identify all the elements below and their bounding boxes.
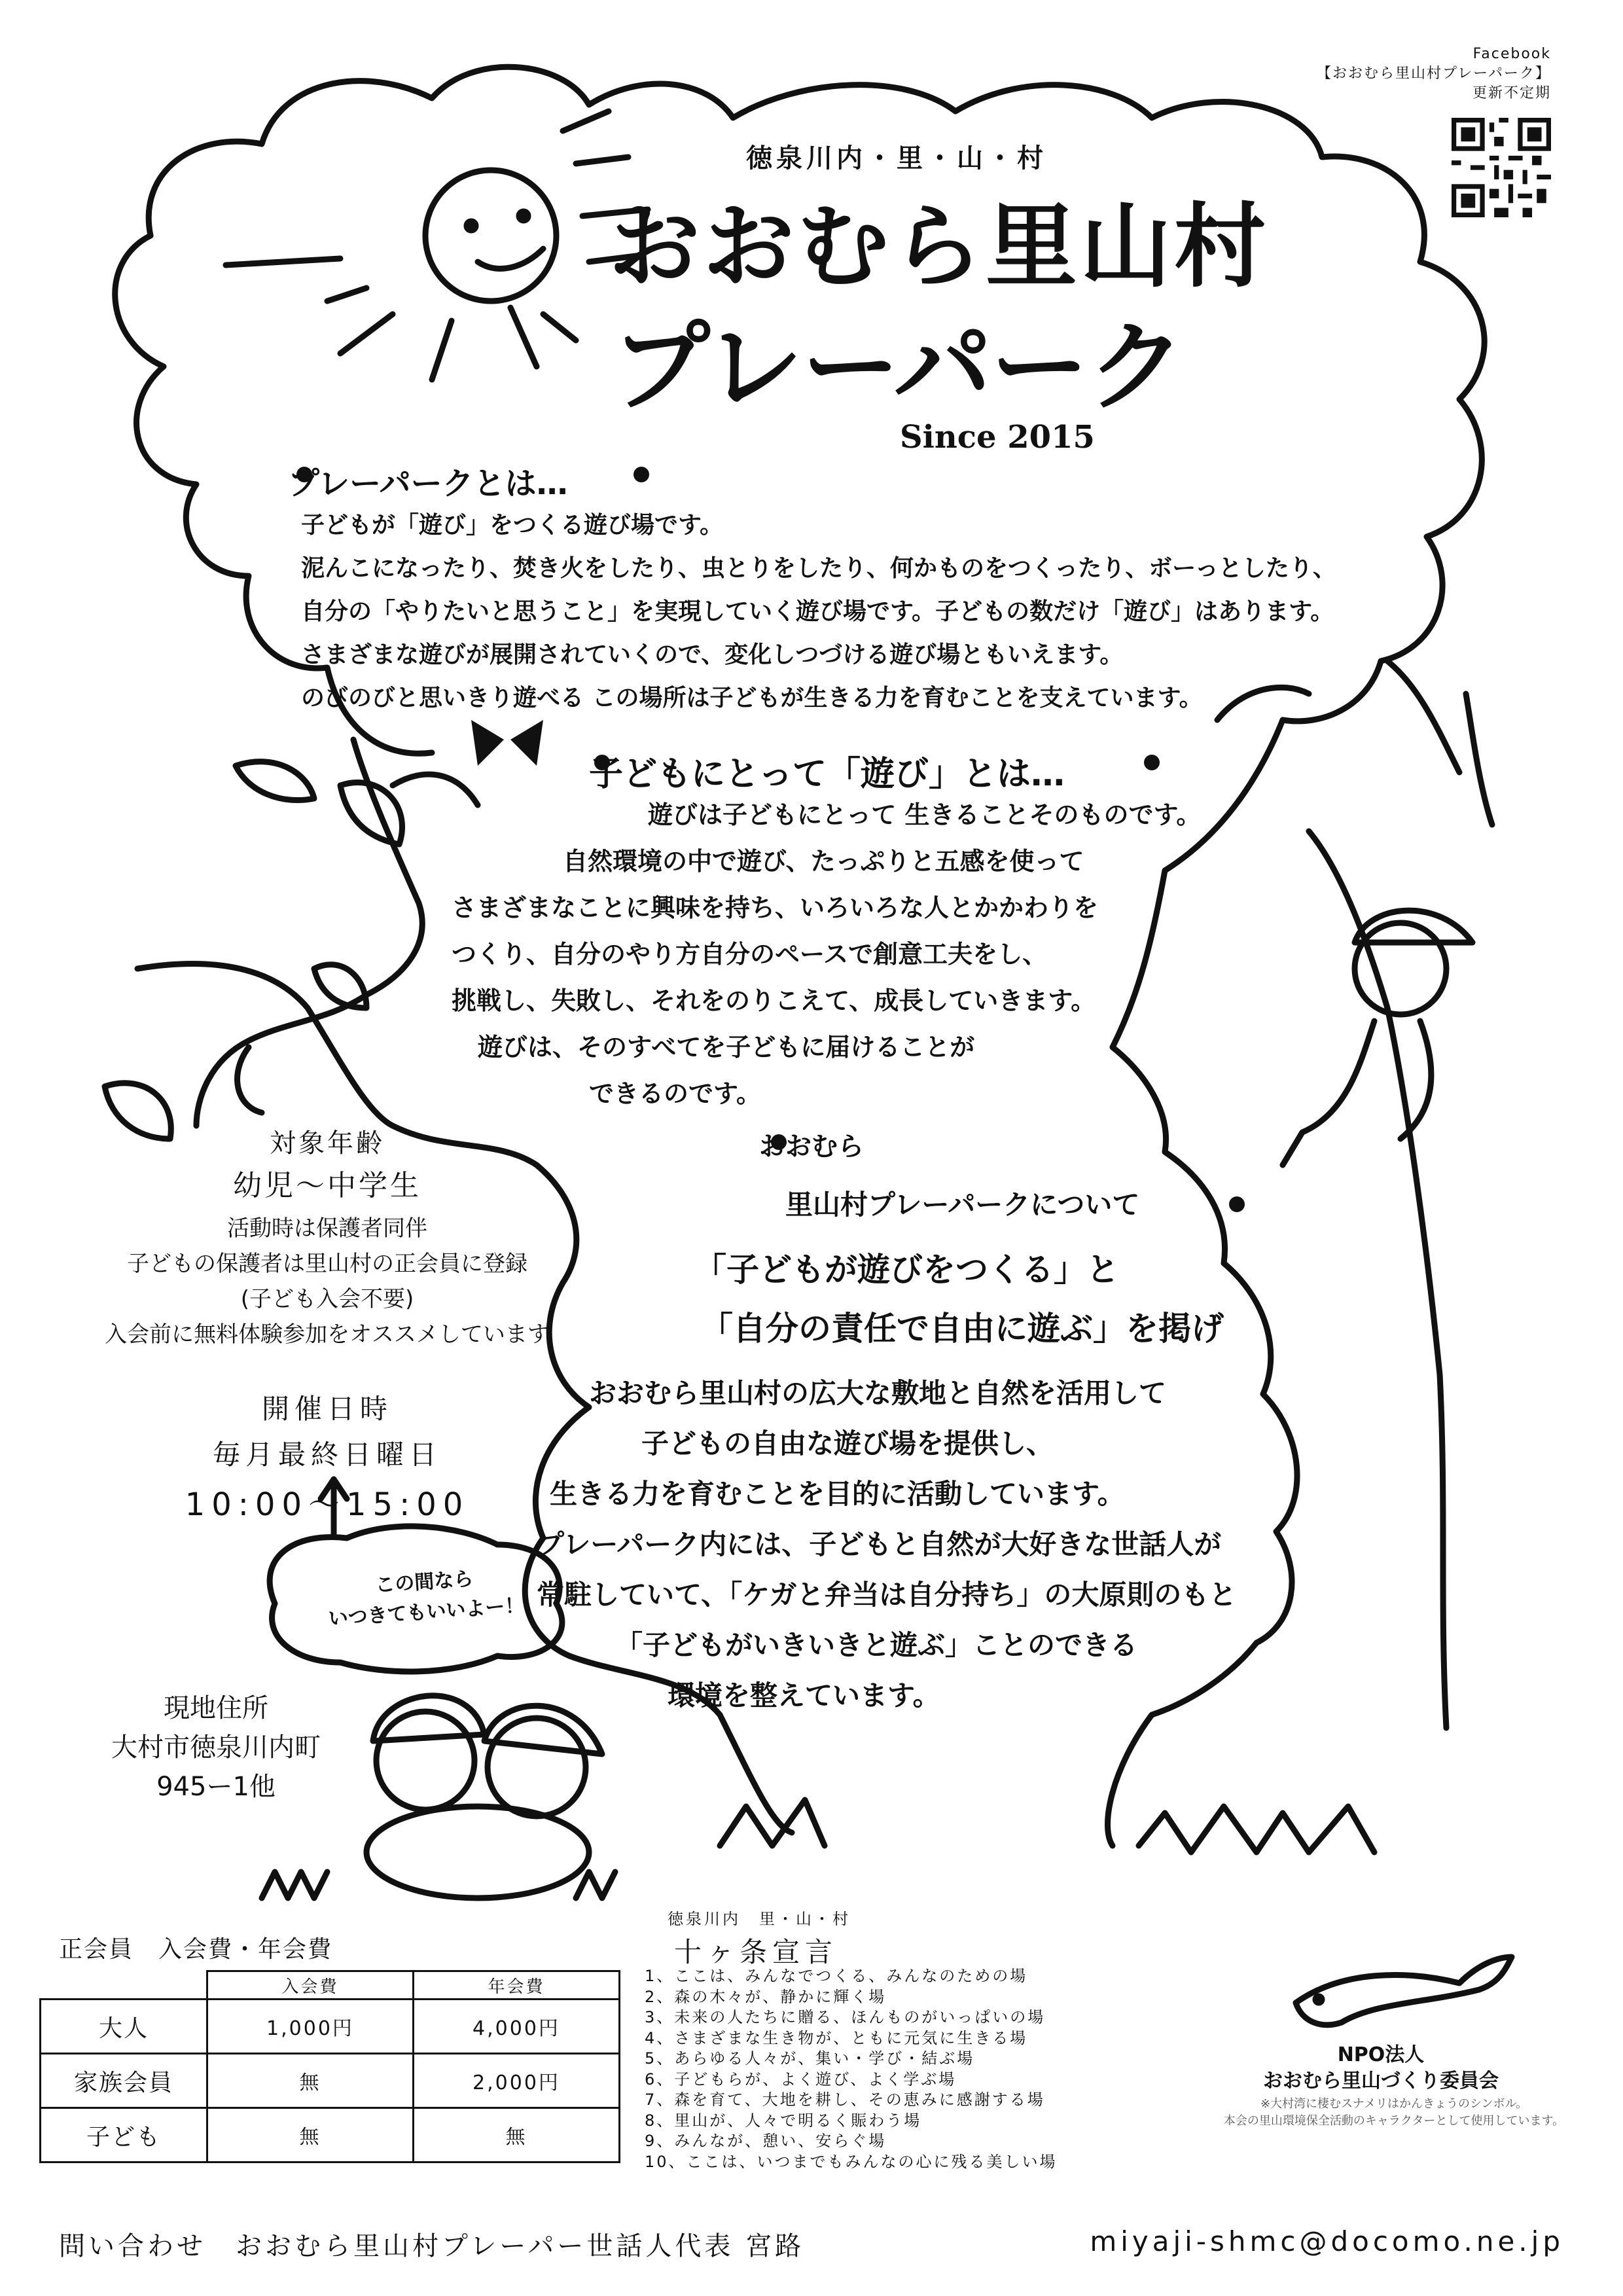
about-heading-2: 里山村プレーパークについて [785, 1189, 1140, 1221]
play-line: 遊びは、そのすべてを子どもに届けることが [478, 1033, 975, 1062]
list-item: 2、森の木々が、静かに輝く場 [645, 1987, 887, 2006]
play-line: 挑戦し、失敗し、それをのりこえて、成長していきます。 [452, 986, 1096, 1015]
fee-col-annual: 年会費 [414, 1971, 620, 2000]
fee-row-label: 子ども [41, 2108, 207, 2162]
address-heading: 現地住所 [164, 1693, 268, 1723]
qr-code[interactable] [1452, 118, 1551, 217]
list-item: 9、みんなが、憩い、安らぐ場 [645, 2132, 887, 2150]
about-body [537, 1368, 1236, 1721]
npo-note-line: ※大村湾に棲むスナメリはかんきょうのシンボル。 [1260, 2097, 1528, 2111]
child-right-face [488, 1718, 586, 1816]
about-line: 常駐していて、「ケガと弁当は自分持ち」の大原則のもと [537, 1579, 1237, 1611]
table-cell [41, 1971, 207, 2000]
about-quote-1: 「子どもが遊びをつくる」と [694, 1251, 1119, 1289]
play-line: 自然環境の中で遊び、たっぷりと五感を使って [563, 847, 1084, 876]
list-item: 3、未来の人たちに贈る、ほんものがいっぱいの場 [645, 2008, 1046, 2026]
npo-line: NPO法人 [1337, 2043, 1425, 2066]
page-title-line2: プレーパーク [612, 311, 1185, 425]
about-line: 「子どもがいきいきと遊ぶ」ことのできる [615, 1629, 1138, 1661]
time-value: 10:00～15:00 [185, 1486, 470, 1523]
tree-branch-right [1217, 661, 1492, 1728]
boy-face [1355, 923, 1446, 1014]
playpark-body [301, 504, 1336, 720]
play-line: 遊びは子どもにとって 生きることそのものです。 [648, 800, 1202, 829]
declaration-title: 十ヶ条宣言 [674, 1936, 838, 1968]
address-line: 大村市徳泉川内町 [111, 1732, 321, 1763]
list-item: 10、ここは、いつまでもみんなの心に残る美しい場 [645, 2152, 1058, 2171]
fee-entry: 無 [207, 2054, 414, 2108]
about-line: 生きる力を育むことを目的に活動しています。 [550, 1478, 1125, 1510]
play-line: つくり、自分のやり方自分のペースで創意工夫をし、 [452, 940, 1048, 969]
vine [196, 740, 478, 1126]
fee-entry: 1,000円 [207, 2000, 414, 2054]
about-heading-1: おおむら [759, 1132, 864, 1162]
npo-name [1204, 2042, 1558, 2094]
npo-line: おおむら里山づくり委員会 [1263, 2070, 1499, 2092]
facebook-page: 【おおむら里山村プレーパーク】 [1316, 65, 1551, 82]
play-body [452, 792, 1204, 1117]
header-subtitle: 徳泉川内・里・山・村 [746, 143, 1047, 173]
since-label: Since 2015 [900, 419, 1095, 456]
play-line: できるのです。 [589, 1079, 761, 1108]
contact-text: 問い合わせ おおむら里山村プレーパー世話人代表 宮路 [59, 2231, 805, 2261]
playpark-line: 泥んこになったり、焚き火をしたり、虫とりをしたり、何かものをつくったり、ボーっとしたり、 [301, 555, 1336, 582]
age-note: 子どもの保護者は里山村の正会員に登録 [127, 1251, 527, 1277]
page-title-line1: おおむら里山村 [609, 194, 1269, 300]
declaration-subtitle: 徳泉川内 里・山・村 [668, 1910, 851, 1928]
fee-title: 正会員 入会費・年会費 [59, 1936, 333, 1963]
play-line: さまざまなことに興味を持ち、いろいろな人とかかわりを [452, 893, 1099, 922]
sun-face [425, 170, 556, 301]
fee-annual: 2,000円 [414, 2054, 620, 2108]
facebook-label: Facebook [1472, 46, 1551, 62]
fee-annual: 4,000円 [414, 2000, 620, 2054]
list-item: 5、あらゆる人々が、集い・学び・結ぶ場 [645, 2049, 975, 2068]
fee-table [39, 1970, 620, 2163]
date-heading: 開催日時 [261, 1393, 393, 1425]
age-heading: 対象年齢 [270, 1128, 385, 1158]
playpark-line: 子どもが「遊び」をつくる遊び場です。 [301, 512, 724, 539]
table-row [41, 2054, 620, 2108]
address-block [39, 1689, 393, 1806]
list-item: 7、森を育て、大地を耕し、その恵みに感謝する場 [645, 2090, 1045, 2109]
table-row [41, 2108, 620, 2162]
age-note: (子ども入会不要) [240, 1286, 414, 1312]
declaration-list [645, 1966, 1058, 2172]
age-value: 幼児～中学生 [233, 1169, 421, 1202]
list-item: 6、子どもらが、よく遊び、よく学ぶ場 [645, 2070, 957, 2089]
bubble-line: この間なら [374, 1567, 474, 1598]
table-row [41, 2000, 620, 2054]
about-line: おおむら里山村の広大な敷地と自然を活用して [589, 1377, 1167, 1409]
play-heading: 子どもにとって「遊び」とは… [589, 755, 1065, 794]
about-line: プレーパーク内には、子どもと自然が大好きな世話人が [537, 1528, 1222, 1560]
list-item: 4、さまざまな生き物が、ともに元気に生きる場 [645, 2028, 1028, 2047]
about-line: 子どもの自由な遊び場を提供し、 [641, 1427, 1054, 1460]
table-row [41, 1971, 620, 2000]
about-line: 環境を整えています。 [668, 1679, 940, 1712]
bubble-line: いつきてもいいよー！ [327, 1594, 526, 1631]
facebook-note: 更新不定期 [1472, 85, 1551, 101]
sunameri-icon [1296, 1957, 1512, 2025]
playpark-line: のびのびと思いきり遊べる この場所は子どもが生きる力を育むことを支えています。 [301, 685, 1203, 711]
list-item: 8、里山が、人々で明るく賑わう場 [645, 2111, 922, 2130]
butterfly-icon [471, 720, 543, 766]
fee-annual: 無 [414, 2108, 620, 2162]
list-item: 1、ここは、みんなでつくる、みんなのための場 [645, 1967, 1028, 1985]
date-value: 毎月最終日曜日 [212, 1439, 442, 1471]
contact-email-link[interactable]: miyaji-shmc@docomo.ne.jp [1090, 2225, 1564, 2257]
fee-col-entry: 入会費 [207, 1971, 414, 2000]
playpark-heading: プレーパークとは… [288, 465, 568, 502]
npo-note [1191, 2096, 1597, 2130]
fee-entry: 無 [207, 2108, 414, 2162]
about-quote-2: 「自分の責任で自由に遊ぶ」を掲げ [700, 1310, 1224, 1348]
playpark-line: 自分の「やりたいと思うこと」を実現していく遊び場です。子どもの数だけ「遊び」はあります。 [301, 598, 1334, 625]
fee-row-label: 家族会員 [41, 2054, 207, 2108]
fee-row-label: 大人 [41, 2000, 207, 2054]
age-note: 活動時は保護者同伴 [227, 1215, 427, 1242]
sun-rays [226, 111, 648, 380]
npo-note-line: 本会の里山環境保全活動のキャラクターとして使用しています。 [1223, 2114, 1565, 2128]
age-notes [33, 1211, 622, 1352]
facebook-info [1250, 45, 1551, 103]
playpark-line: さまざまな遊びが展開されていくので、変化しつづける遊び場ともいえます。 [301, 641, 1124, 668]
address-line: 945ー1他 [156, 1772, 276, 1802]
age-note: 入会前に無料体験参加をオススメしています [105, 1321, 550, 1348]
